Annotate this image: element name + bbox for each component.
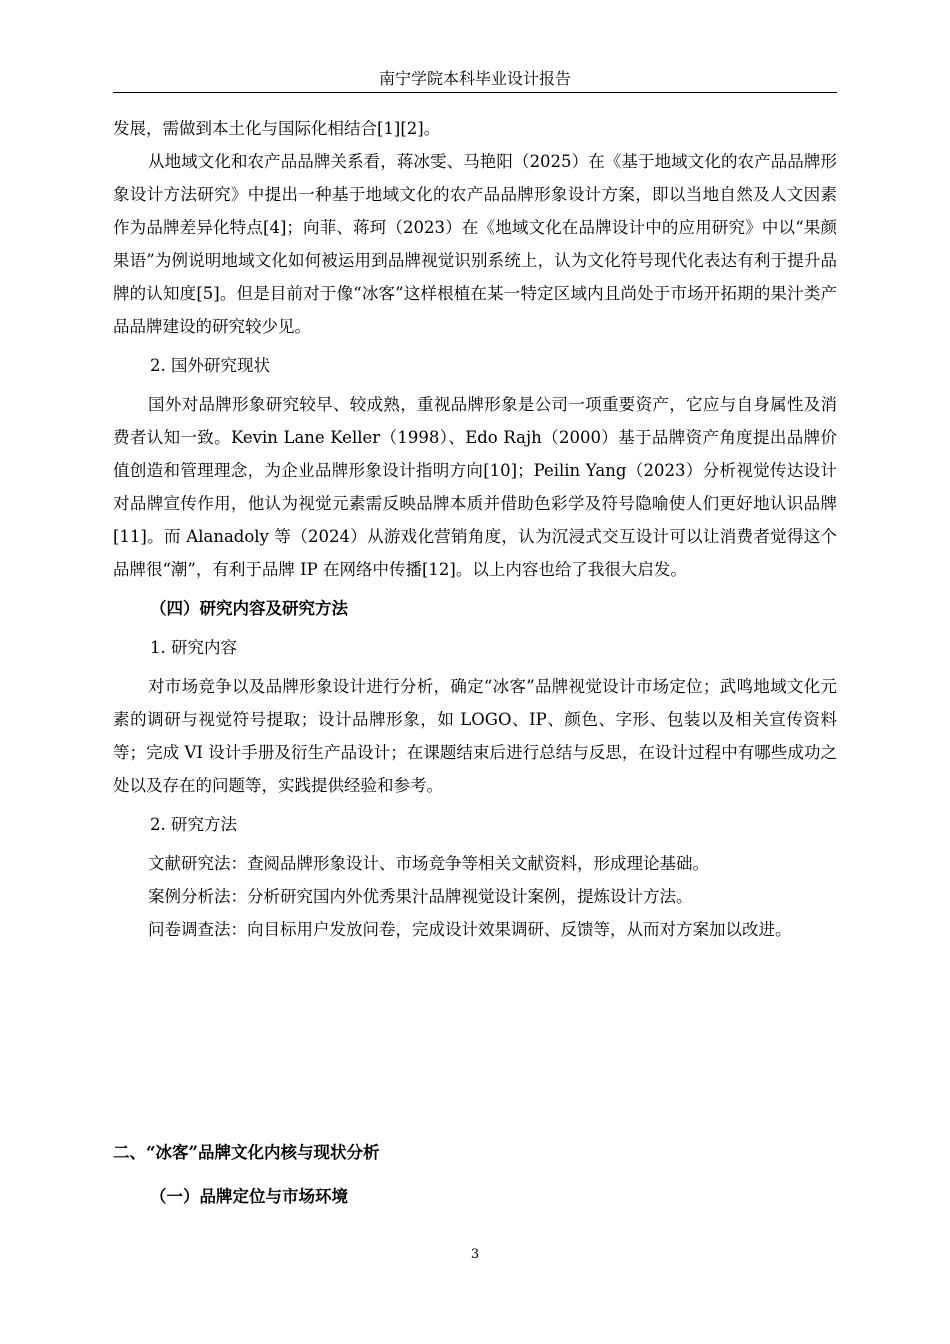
paragraph-domestic-research: 从地域文化和农产品品牌关系看，蒋冰雯、马艳阳（2025）在《基于地域文化的农产品品牌形象设计方法研究》中提出一种基于地域文化的农产品品牌形象设计方案，即以当地自然及人文因素作为品牌差异化特点[4]；向菲、蒋珂（2023）在《地域文化在品牌设计中的应用研究》中以“果颜果语”为例说明地域文化如何被运用到品牌视觉识别系统上，认为文化符号现代化表达有利于提升品牌的认知度[5]。但是目前对于像“冰客”这样根植在某一特定区域内且尚处于市场开拓期的果汁类产品品牌建设的研究较少见。 bbox=[113, 152, 837, 336]
paragraph-foreign-research: 国外对品牌形象研究较早、较成熟，重视品牌形象是公司一项重要资产，它应与自身属性及消费者认知一致。Kevin Lane Keller（1998）、Edo Rajh（2000）基于品牌资产角度提出品牌价值创造和管理理念，为企业品牌形象设计指明方向[10]；Peilin Yang（2023）分析视觉传达设计对品牌宣传作用，他认为视觉元素需反映品牌本质并借助色彩学及符号隐喻使人们更好地认识品牌[11]。而 Alanadoly 等（2024）从游戏化营销角度，认为沉浸式交互设计可以让消费者觉得这个品牌很“潮”，有利于品牌 IP 在网络中传播[12]。以上内容也给了我很大启发。 bbox=[113, 395, 837, 579]
document-body bbox=[113, 112, 837, 946]
header-divider bbox=[113, 92, 837, 93]
subheading-research-content: 1. 研究内容 bbox=[150, 638, 237, 657]
page-header-title: 南宁学院本科毕业设计报告 bbox=[378, 69, 571, 88]
subheading-foreign-research: 2. 国外研究现状 bbox=[150, 356, 270, 375]
chapter-heading: 二、“冰客”品牌文化内核与现状分析 bbox=[113, 1143, 380, 1162]
section-heading-research-content: （四）研究内容及研究方法 bbox=[150, 599, 348, 618]
method-questionnaire: 问卷调查法：向目标用户发放问卷，完成设计效果调研、反馈等，从而对方案加以改进。 bbox=[148, 920, 792, 939]
method-literature: 文献研究法：查阅品牌形象设计、市场竞争等相关文献资料，形成理论基础。 bbox=[148, 854, 709, 873]
page-number: 3 bbox=[470, 1247, 480, 1262]
subheading-research-methods: 2. 研究方法 bbox=[150, 815, 237, 834]
paragraph-continuation: 发展，需做到本土化与国际化相结合[1][2]。 bbox=[113, 119, 441, 138]
section-heading: （一）品牌定位与市场环境 bbox=[150, 1187, 348, 1206]
method-case-analysis: 案例分析法：分析研究国内外优秀果汁品牌视觉设计案例，提炼设计方法。 bbox=[148, 887, 693, 906]
paragraph-research-content: 对市场竞争以及品牌形象设计进行分析，确定“冰客”品牌视觉设计市场定位；武鸣地域文化元素的调研与视觉符号提取；设计品牌形象，如 LOGO、IP、颜色、字形、包装以及相关宣传资料等；完成 VI 设计手册及衍生产品设计；在课题结束后进行总结与反思，在设计过程中有哪些成功之处以及存在的问题等，实践提供经验和参考。 bbox=[113, 677, 837, 795]
